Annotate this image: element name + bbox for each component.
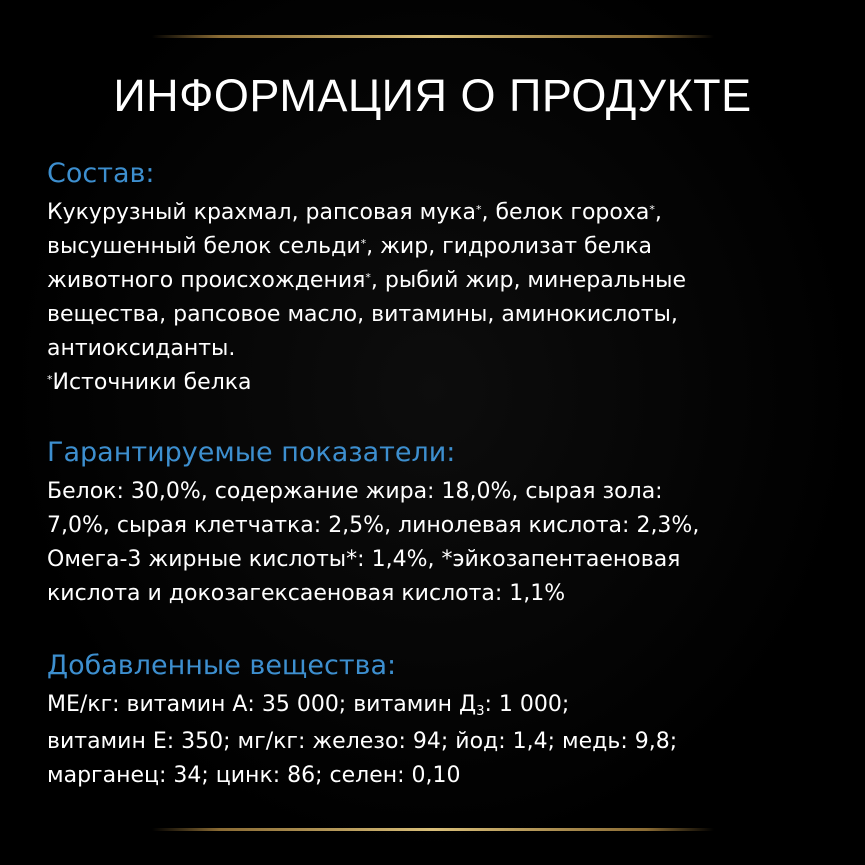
additives-line: марганец: 34; цинк: 86; селен: 0,10	[47, 763, 461, 788]
composition-line: антиоксиданты.	[47, 336, 236, 361]
guaranteed-heading: Гарантируемые показатели:	[47, 437, 456, 468]
composition-line: животного происхождения*, рыбий жир, минеральные	[47, 268, 687, 293]
composition-line: вещества, рапсовое масло, витамины, аминокислоты,	[47, 302, 678, 327]
additives-section	[47, 648, 837, 793]
page-title: ИНФОРМАЦИЯ О ПРОДУКТЕ	[113, 70, 752, 121]
composition-text	[47, 196, 837, 400]
composition-line: высушенный белок сельди*, жир, гидролизат белка	[47, 234, 652, 259]
guaranteed-line: Белок: 30,0%, содержание жира: 18,0%, сырая зола:	[47, 479, 663, 504]
composition-heading: Состав:	[47, 158, 155, 189]
protein-sources-footnote: *Источники белка	[47, 370, 252, 395]
composition-section	[47, 156, 837, 400]
additives-text	[47, 688, 837, 793]
composition-line: Кукурузный крахмал, рапсовая мука*, белок гороха*,	[47, 200, 662, 225]
guaranteed-values-section	[47, 435, 837, 611]
bottom-gold-divider	[152, 828, 714, 831]
guaranteed-line: кислота и докозагексаеновая кислота: 1,1%	[47, 581, 566, 606]
additives-heading: Добавленные вещества:	[47, 650, 397, 681]
additives-line: витамин Е: 350; мг/кг: железо: 94; йод: 1,4; медь: 9,8;	[47, 729, 678, 754]
guaranteed-line: 7,0%, сырая клетчатка: 2,5%, линолевая кислота: 2,3%,	[47, 513, 700, 538]
additives-line: МЕ/кг: витамин А: 35 000; витамин $Д_3$: 1 000;	[47, 692, 570, 719]
guaranteed-line: Омега-3 жирные кислоты*: 1,4%, *эйкозапентаеновая	[47, 547, 681, 572]
guaranteed-text	[47, 475, 837, 611]
top-gold-divider	[152, 35, 714, 38]
